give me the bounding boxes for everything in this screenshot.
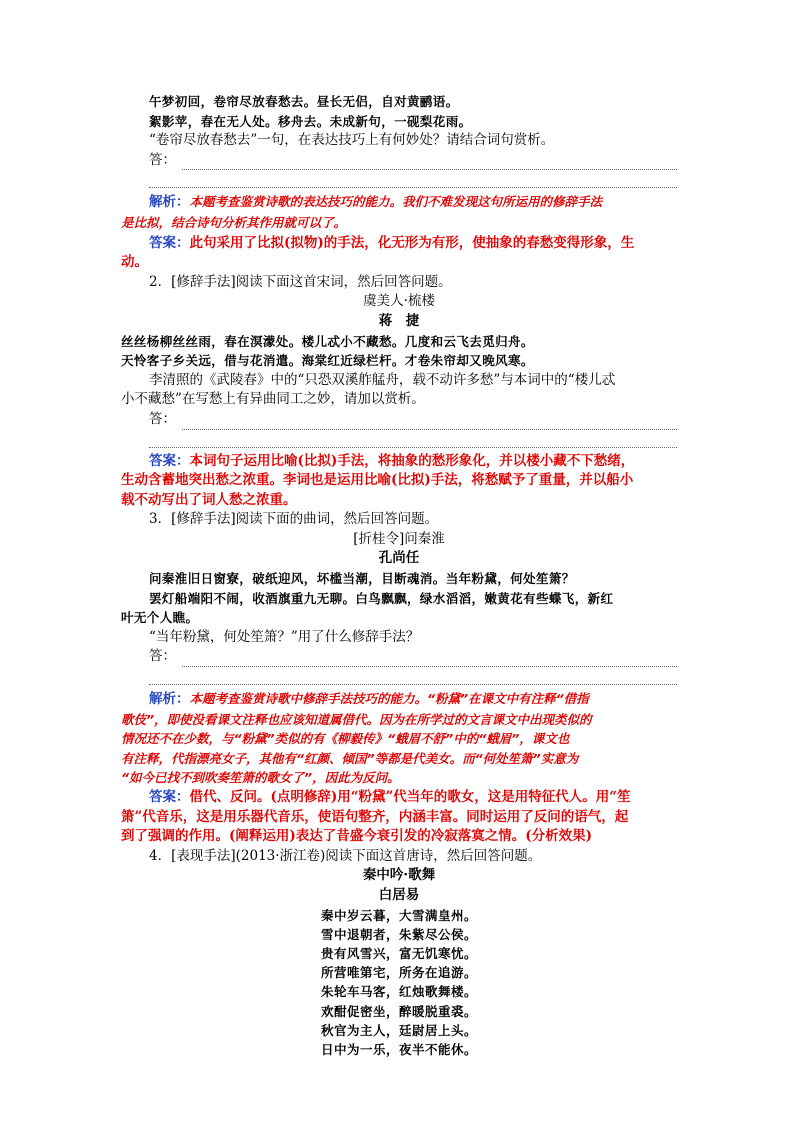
analysis-line [121, 213, 677, 234]
answer-label: 答案： [149, 789, 190, 805]
poem-title: 秦中吟·歌舞 [362, 867, 436, 884]
answer-dotted-line [182, 655, 677, 667]
analysis-text: 本题考查鉴赏诗歌中修辞手法技巧的能力。“粉黛”在课文中有注释“借指 [189, 691, 589, 707]
answer-label: 答案： [149, 452, 190, 469]
analysis-label: 解析： [149, 691, 190, 708]
answer-line [121, 452, 677, 472]
analysis-text: “如今已找不到吹奏笙箫的歌女了”，因此为反问。 [121, 770, 400, 786]
analysis-text: 歌伎”，即使没看课文注释也应该知道属借代。因为在所学过的文言课文中出现类似的 [121, 711, 592, 727]
answer-line [121, 234, 677, 254]
poem-line: 欢酣促密坐，醉暖脱重裘。 [320, 1003, 477, 1019]
poem-line: 贵有风雪兴，富无饥寒忧。 [320, 945, 477, 961]
poem-author: 蒋 捷 [378, 312, 420, 329]
poem-title: 虞美人·梳楼 [363, 293, 435, 310]
answer-prompt: 答： [149, 648, 176, 665]
analysis-text: 是比拟，结合诗句分析其作用就可以了。 [121, 214, 347, 230]
answer-dotted-line [149, 430, 677, 448]
poem-line: 絮影苹，春在无人处。移舟去。未成新句，一砚梨花雨。 [149, 113, 472, 129]
document-page [121, 92, 677, 1059]
poem-line: 天怜客子乡关远，借与花消遣。海棠红近绿栏杆。才卷朱帘却又晚风寒。 [121, 353, 534, 369]
question-text: 小不藏愁”在写愁上有异曲同工之妙，请加以赏析。 [121, 391, 425, 408]
answer-text: 载不动写出了词人愁之浓重。 [121, 491, 297, 508]
answer-blank [121, 151, 677, 171]
poem-line: 秋官为主人，廷尉居上头。 [320, 1022, 477, 1038]
poem-author: 白居易 [378, 886, 420, 903]
poem-line: 丝丝杨柳丝丝雨，春在溟濛处。楼儿忒小不藏愁。几度和云飞去觅归舟。 [121, 333, 534, 349]
question-text: “当年粉黛，何处笙箫？”用了什么修辞手法？ [149, 628, 420, 645]
poem-line: 叶无个人瞧。 [121, 610, 199, 626]
poem-title: [折桂令]问秦淮 [353, 530, 445, 547]
analysis-text: 有注释，代指漂亮女子，其他有“红颜、倾国”等都是代美女。而“何处笙箫”实意为 [121, 750, 579, 766]
answer-blank [121, 410, 677, 430]
answer-dotted-line [149, 170, 677, 188]
question-header: 2．[修辞手法]阅读下面这首宋词，然后回答问题。 [149, 273, 452, 290]
answer-line [121, 253, 677, 273]
poem-line: 秦中岁云暮，大雪满皇州。 [320, 907, 477, 923]
poem-author: 孔尚任 [378, 550, 420, 567]
poem-line: 朱轮车马客，红烛歌舞楼。 [320, 984, 477, 1000]
poem-line: 罢灯船端阳不闹，收酒旗重九无聊。白鸟飘飘，绿水滔滔，嫩黄花有些蝶飞，新红 [149, 590, 614, 606]
answer-prompt: 答： [149, 151, 176, 168]
answer-text: 借代、反问。(点明修辞)用“粉黛”代当年的歌女，这是用特征代人。用“笙 [189, 789, 631, 805]
answer-text: 生动含蓄地突出愁之浓重。李词也是运用比喻(比拟)手法，将愁赋予了重量，并以船小 [121, 472, 634, 489]
answer-dotted-line [149, 667, 677, 685]
poem-line: 问秦淮旧日窗寮，破纸迎风，坏槛当潮，目断魂消。当年粉黛，何处笙箫？ [149, 571, 575, 587]
analysis-label: 解析： [149, 194, 190, 211]
answer-text: 动。 [121, 254, 148, 271]
answer-label: 答案： [149, 234, 190, 251]
question-header: 4．[表现手法](2013·浙江卷)阅读下面这首唐诗，然后回答问题。 [149, 847, 542, 864]
poem-line: 日中为一乐，夜半不能休。 [320, 1041, 477, 1057]
answer-text: 本词句子运用比喻(比拟)手法，将抽象的愁形象化，并以楼小藏不下愁绪， [189, 452, 635, 469]
answer-line [121, 788, 677, 808]
answer-dotted-line [182, 158, 677, 170]
question-text: “卷帘尽放春愁去”一句，在表达技巧上有何妙处？请结合词句赏析。 [149, 132, 555, 149]
question-header: 3．[修辞手法]阅读下面的曲词，然后回答问题。 [149, 511, 439, 528]
answer-text: 到了强调的作用。(阐释运用)表达了昔盛今衰引发的冷寂落寞之情。(分析效果) [121, 828, 593, 845]
answer-prompt: 答： [149, 410, 176, 427]
poem-line: 午梦初回，卷帘尽放春愁去。昼长无侣，自对黄鹂语。 [149, 94, 459, 109]
poem-body [121, 906, 677, 1060]
analysis-line [121, 192, 677, 213]
answer-text: 箫”代音乐，这是用乐器代音乐，使语句整齐，内涵丰富。同时运用了反问的语气，起 [121, 808, 629, 825]
question-text: 李清照的《武陵春》中的“只恐双溪舴艋舟，载不动许多愁”与本词中的“楼儿忒 [149, 371, 616, 388]
answer-text: 此句采用了比拟(拟物)的手法，化无形为有形，使抽象的春愁变得形象，生 [189, 234, 635, 251]
poem-line: 所营唯第宅，所务在追游。 [320, 965, 477, 981]
answer-blank [121, 647, 677, 667]
analysis-text: 情况还不在少数，与“粉黛”类似的有《柳毅传》“蛾眉不舒”中的“蛾眉”，课文也 [121, 731, 570, 747]
answer-dotted-line [182, 418, 677, 430]
analysis-text: 本题考查鉴赏诗歌的表达技巧的能力。我们不难发现这句所运用的修辞手法 [189, 194, 603, 210]
analysis-line [121, 689, 677, 710]
poem-line: 雪中退朝者，朱紫尽公侯。 [320, 926, 477, 942]
